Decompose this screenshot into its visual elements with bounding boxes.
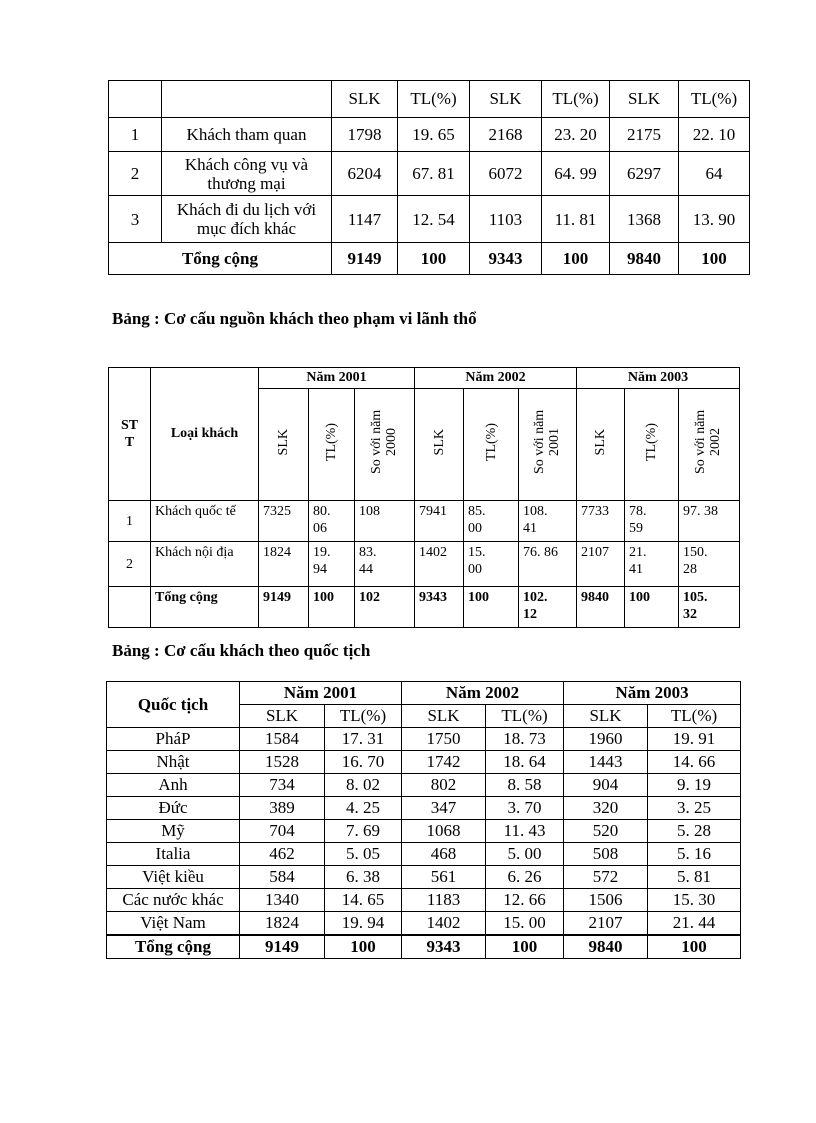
subheader-label: So với năm 2001 bbox=[531, 409, 562, 475]
total-label: Tổng cộng bbox=[107, 935, 240, 959]
value-cell: 12. 54 bbox=[398, 196, 470, 243]
total-value bbox=[519, 587, 577, 628]
value-cell: 11. 43 bbox=[486, 820, 564, 843]
value-cell bbox=[309, 542, 355, 587]
total-value: 9840 bbox=[564, 935, 648, 959]
subheader-label: TL(%) bbox=[324, 422, 339, 462]
value-cell: 1402 bbox=[415, 542, 464, 587]
value-part: 19. bbox=[313, 545, 331, 560]
table-row bbox=[107, 797, 741, 820]
total-value: 100 bbox=[398, 243, 470, 275]
table-row bbox=[107, 889, 741, 912]
total-value: 100 bbox=[679, 243, 750, 275]
value-cell: 11. 81 bbox=[542, 196, 610, 243]
value-part: 78. bbox=[629, 504, 647, 519]
value-cell: 1742 bbox=[402, 751, 486, 774]
value-cell: 19. 94 bbox=[325, 912, 402, 936]
value-cell: 6297 bbox=[610, 152, 679, 196]
subheader-label: SLK bbox=[276, 428, 291, 456]
subheader-cell bbox=[355, 389, 415, 501]
value-cell: 14. 66 bbox=[648, 751, 741, 774]
stt-cell: 2 bbox=[109, 542, 151, 587]
total-value: 100 bbox=[625, 587, 679, 628]
table2-caption: Bảng : Cơ cấu nguồn khách theo phạm vi lãnh thổ bbox=[112, 309, 477, 328]
table1-header-cell: SLK bbox=[332, 81, 398, 118]
value-cell bbox=[464, 542, 519, 587]
nationality-cell: Italia bbox=[107, 843, 240, 866]
nationality-cell: Mỹ bbox=[107, 820, 240, 843]
table1-header-cell: TL(%) bbox=[679, 81, 750, 118]
total-value: 102 bbox=[355, 587, 415, 628]
value-cell: 9. 19 bbox=[648, 774, 741, 797]
value-cell: 389 bbox=[240, 797, 325, 820]
value-cell: 1824 bbox=[259, 542, 309, 587]
value-cell: 2107 bbox=[577, 542, 625, 587]
value-cell: 508 bbox=[564, 843, 648, 866]
nationality-cell: Đức bbox=[107, 797, 240, 820]
total-row bbox=[107, 935, 741, 959]
value-cell: 17. 31 bbox=[325, 728, 402, 751]
stt-header-label: ST T bbox=[120, 418, 139, 450]
total-row bbox=[109, 587, 740, 628]
total-value: 9149 bbox=[332, 243, 398, 275]
total-label: Tổng cộng bbox=[109, 243, 332, 275]
value-cell: 4. 25 bbox=[325, 797, 402, 820]
table-row bbox=[107, 912, 741, 936]
table1-header-cell bbox=[109, 81, 162, 118]
table-row bbox=[109, 196, 750, 243]
territory-origin-table bbox=[108, 367, 740, 628]
type-header: Loại khách bbox=[151, 368, 259, 501]
value-cell: 5. 81 bbox=[648, 866, 741, 889]
nationality-cell: PháP bbox=[107, 728, 240, 751]
value-cell bbox=[625, 542, 679, 587]
value-part: 00 bbox=[468, 521, 483, 536]
total-value: 100 bbox=[542, 243, 610, 275]
value-part: 32 bbox=[683, 607, 698, 622]
table1-header-cell: TL(%) bbox=[542, 81, 610, 118]
total-value: 100 bbox=[325, 935, 402, 959]
value-cell: 21. 44 bbox=[648, 912, 741, 936]
value-cell: 15. 30 bbox=[648, 889, 741, 912]
value-part: 21. bbox=[629, 545, 647, 560]
table3-caption: Bảng : Cơ cấu khách theo quốc tịch bbox=[112, 641, 371, 660]
table-row bbox=[107, 866, 741, 889]
label-line: mục đích khác bbox=[196, 219, 297, 238]
value-part: 15. bbox=[468, 545, 486, 560]
table-row bbox=[107, 843, 741, 866]
value-cell: 1798 bbox=[332, 118, 398, 152]
value-cell: 19. 91 bbox=[648, 728, 741, 751]
value-part: 41 bbox=[629, 562, 644, 577]
year-header: Năm 2001 bbox=[240, 682, 402, 705]
total-value: 100 bbox=[309, 587, 355, 628]
value-cell: 347 bbox=[402, 797, 486, 820]
table-row bbox=[109, 118, 750, 152]
value-part: 00 bbox=[468, 562, 483, 577]
value-cell: 584 bbox=[240, 866, 325, 889]
total-value: 100 bbox=[648, 935, 741, 959]
subheader-cell: TL(%) bbox=[648, 705, 741, 728]
table-row bbox=[109, 542, 740, 587]
subheader-label: So với năm 2002 bbox=[693, 409, 724, 475]
value-cell bbox=[464, 501, 519, 542]
value-cell: 1183 bbox=[402, 889, 486, 912]
visitor-type-cell: Khách nội địa bbox=[151, 542, 259, 587]
label-line: Khách đi du lịch với bbox=[176, 200, 317, 219]
subheader-label: So với năm 2000 bbox=[368, 409, 399, 475]
value-cell: 2175 bbox=[610, 118, 679, 152]
year-header: Năm 2002 bbox=[415, 368, 577, 389]
table-row bbox=[107, 728, 741, 751]
table-row bbox=[107, 820, 741, 843]
value-part: 150. bbox=[683, 545, 708, 560]
table1-header-row bbox=[109, 81, 750, 118]
subheader-label: SLK bbox=[593, 428, 609, 456]
label-line: thương mại bbox=[207, 173, 286, 193]
total-value bbox=[679, 587, 740, 628]
nationality-table bbox=[106, 681, 741, 959]
value-cell: 572 bbox=[564, 866, 648, 889]
value-cell: 904 bbox=[564, 774, 648, 797]
total-value: 100 bbox=[486, 935, 564, 959]
nationality-cell: Việt kiều bbox=[107, 866, 240, 889]
value-cell: 19. 65 bbox=[398, 118, 470, 152]
value-cell: 2107 bbox=[564, 912, 648, 936]
value-cell: 6. 38 bbox=[325, 866, 402, 889]
table3-year-row bbox=[107, 682, 741, 705]
visitor-type-cell: Khách quốc tế bbox=[151, 501, 259, 542]
year-header: Năm 2003 bbox=[564, 682, 741, 705]
table-row bbox=[107, 774, 741, 797]
value-cell: 2168 bbox=[470, 118, 542, 152]
value-cell bbox=[309, 501, 355, 542]
year-header: Năm 2001 bbox=[259, 368, 415, 389]
value-part: 108. bbox=[523, 504, 548, 519]
table1-header-cell: SLK bbox=[610, 81, 679, 118]
subheader-cell: SLK bbox=[402, 705, 486, 728]
value-part: 59 bbox=[629, 521, 644, 536]
stt-cell: 1 bbox=[109, 118, 162, 152]
value-cell: 3. 70 bbox=[486, 797, 564, 820]
subheader-cell bbox=[309, 389, 355, 501]
subheader-cell: TL(%) bbox=[486, 705, 564, 728]
visitor-type-cell bbox=[162, 152, 332, 196]
nationality-header: Quốc tịch bbox=[107, 682, 240, 728]
table2-year-row bbox=[109, 368, 740, 389]
subheader-cell bbox=[415, 389, 464, 501]
value-cell: 1584 bbox=[240, 728, 325, 751]
value-cell: 14. 65 bbox=[325, 889, 402, 912]
table1-header-cell: SLK bbox=[470, 81, 542, 118]
nationality-cell: Các nước khác bbox=[107, 889, 240, 912]
value-cell: 5. 05 bbox=[325, 843, 402, 866]
value-cell: 6072 bbox=[470, 152, 542, 196]
value-cell: 1402 bbox=[402, 912, 486, 936]
value-cell: 6204 bbox=[332, 152, 398, 196]
stt-cell bbox=[109, 587, 151, 628]
subheader-cell bbox=[679, 389, 740, 501]
value-cell: 5. 16 bbox=[648, 843, 741, 866]
total-value: 9343 bbox=[402, 935, 486, 959]
value-cell: 5. 00 bbox=[486, 843, 564, 866]
value-cell: 3. 25 bbox=[648, 797, 741, 820]
value-cell: 704 bbox=[240, 820, 325, 843]
value-cell: 1147 bbox=[332, 196, 398, 243]
table-row bbox=[107, 751, 741, 774]
value-cell: 8. 02 bbox=[325, 774, 402, 797]
value-cell: 18. 73 bbox=[486, 728, 564, 751]
visitor-purpose-table bbox=[108, 80, 750, 275]
value-cell: 16. 70 bbox=[325, 751, 402, 774]
value-cell: 5. 28 bbox=[648, 820, 741, 843]
value-cell: 18. 64 bbox=[486, 751, 564, 774]
subheader-cell bbox=[577, 389, 625, 501]
value-cell: 108 bbox=[355, 501, 415, 542]
value-part: 06 bbox=[313, 521, 327, 536]
value-part: 80. bbox=[313, 504, 331, 519]
value-cell: 468 bbox=[402, 843, 486, 866]
subheader-cell: TL(%) bbox=[325, 705, 402, 728]
value-cell: 64. 99 bbox=[542, 152, 610, 196]
value-cell: 1960 bbox=[564, 728, 648, 751]
subheader-cell: SLK bbox=[564, 705, 648, 728]
value-cell: 6. 26 bbox=[486, 866, 564, 889]
table-row bbox=[109, 501, 740, 542]
nationality-cell: Anh bbox=[107, 774, 240, 797]
value-cell bbox=[519, 501, 577, 542]
table-row bbox=[109, 152, 750, 196]
value-cell: 734 bbox=[240, 774, 325, 797]
value-cell: 76. 86 bbox=[519, 542, 577, 587]
subheader-label: TL(%) bbox=[483, 422, 499, 462]
stt-cell: 1 bbox=[109, 501, 151, 542]
value-part: 94 bbox=[313, 562, 327, 577]
table1-header-cell bbox=[162, 81, 332, 118]
value-cell: 1443 bbox=[564, 751, 648, 774]
value-cell: 22. 10 bbox=[679, 118, 750, 152]
value-cell: 12. 66 bbox=[486, 889, 564, 912]
table1-header-cell: TL(%) bbox=[398, 81, 470, 118]
value-cell: 561 bbox=[402, 866, 486, 889]
value-part: 41 bbox=[523, 521, 538, 536]
value-cell: 7. 69 bbox=[325, 820, 402, 843]
total-value: 9840 bbox=[610, 243, 679, 275]
total-label: Tổng cộng bbox=[151, 587, 259, 628]
year-header: Năm 2002 bbox=[402, 682, 564, 705]
value-cell: 1528 bbox=[240, 751, 325, 774]
value-cell bbox=[679, 542, 740, 587]
value-part: 83. bbox=[359, 545, 377, 560]
year-header: Năm 2003 bbox=[577, 368, 740, 389]
value-cell: 1368 bbox=[610, 196, 679, 243]
value-part: 102. bbox=[523, 590, 548, 605]
value-part: 12 bbox=[523, 607, 538, 622]
value-cell: 67. 81 bbox=[398, 152, 470, 196]
value-part: 44 bbox=[359, 562, 373, 577]
total-value: 9149 bbox=[259, 587, 309, 628]
value-cell: 97. 38 bbox=[679, 501, 740, 542]
total-row bbox=[109, 243, 750, 275]
total-value: 100 bbox=[464, 587, 519, 628]
value-cell: 802 bbox=[402, 774, 486, 797]
subheader-label: TL(%) bbox=[644, 422, 660, 462]
value-cell: 8. 58 bbox=[486, 774, 564, 797]
subheader-label: SLK bbox=[431, 428, 447, 456]
value-part: 85. bbox=[468, 504, 486, 519]
stt-cell: 3 bbox=[109, 196, 162, 243]
total-value: 9343 bbox=[415, 587, 464, 628]
visitor-type-cell bbox=[162, 196, 332, 243]
value-cell: 13. 90 bbox=[679, 196, 750, 243]
value-cell: 1506 bbox=[564, 889, 648, 912]
total-value: 9149 bbox=[240, 935, 325, 959]
total-value: 9840 bbox=[577, 587, 625, 628]
value-part: 105. bbox=[683, 590, 708, 605]
value-cell: 7733 bbox=[577, 501, 625, 542]
subheader-cell bbox=[519, 389, 577, 501]
value-part: 28 bbox=[683, 562, 698, 577]
subheader-cell: SLK bbox=[240, 705, 325, 728]
value-cell: 23. 20 bbox=[542, 118, 610, 152]
value-cell bbox=[625, 501, 679, 542]
label-line: Khách công vụ và bbox=[184, 154, 309, 174]
value-cell: 1824 bbox=[240, 912, 325, 936]
stt-header bbox=[109, 368, 151, 501]
nationality-cell: Nhật bbox=[107, 751, 240, 774]
value-cell: 462 bbox=[240, 843, 325, 866]
value-cell: 1340 bbox=[240, 889, 325, 912]
subheader-cell bbox=[259, 389, 309, 501]
stt-cell: 2 bbox=[109, 152, 162, 196]
subheader-cell bbox=[464, 389, 519, 501]
value-cell: 64 bbox=[679, 152, 750, 196]
value-cell: 320 bbox=[564, 797, 648, 820]
value-cell: 520 bbox=[564, 820, 648, 843]
value-cell bbox=[355, 542, 415, 587]
table3-body bbox=[107, 728, 741, 936]
value-cell: 1068 bbox=[402, 820, 486, 843]
value-cell: 7941 bbox=[415, 501, 464, 542]
nationality-cell: Việt Nam bbox=[107, 912, 240, 936]
value-cell: 7325 bbox=[259, 501, 309, 542]
value-cell: 1103 bbox=[470, 196, 542, 243]
total-value: 9343 bbox=[470, 243, 542, 275]
visitor-type-cell: Khách tham quan bbox=[162, 118, 332, 152]
subheader-cell bbox=[625, 389, 679, 501]
value-cell: 15. 00 bbox=[486, 912, 564, 936]
value-cell: 1750 bbox=[402, 728, 486, 751]
